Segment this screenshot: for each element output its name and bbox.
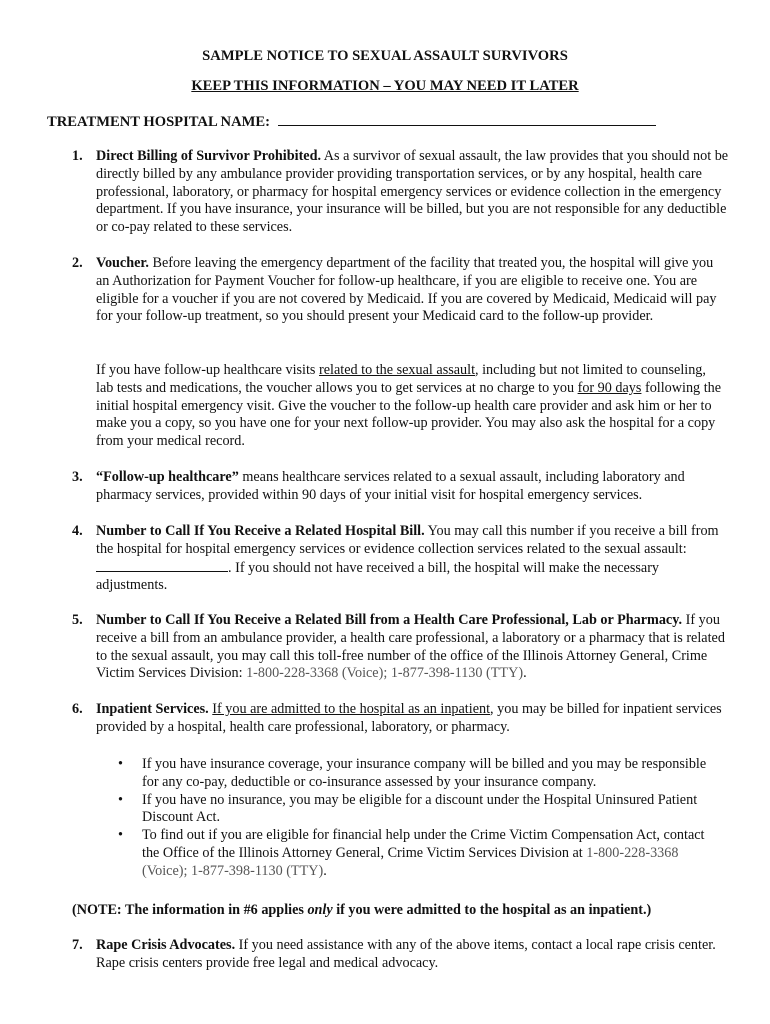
para-text: , including but not limited to counseling, lab tests and medications, the voucher allows you to get services at no charge to you <box>96 362 706 396</box>
underlined-text: for 90 days <box>577 379 642 396</box>
item-text: You may call this number if you receive a bill from the hospital for hospital emergency services or evidence collection services related to the sexual assault: <box>96 523 719 557</box>
item-body <box>96 148 730 237</box>
bullet-text: . <box>323 862 327 879</box>
voucher-paragraph-2 <box>96 362 726 451</box>
item-heading: “Follow-up healthcare” <box>96 469 239 485</box>
phone-numbers: 1-800-228-3368 (Voice); 1-877-398-1130 (TTY) <box>246 665 524 682</box>
item-number: 6. <box>72 701 83 717</box>
hospital-name-blank[interactable] <box>278 113 656 126</box>
bullet-item <box>118 756 718 792</box>
item-text: If you receive a bill from an ambulance provider, a health care professional, a laboratory or a pharmacy that is related to the sexual assault, you may call this toll-free number of the office of the Illinois Attorney General, Crime Victim Services Division: <box>96 612 725 682</box>
document-subtitle: KEEP THIS INFORMATION – YOU MAY NEED IT LATER <box>191 78 579 94</box>
item-text: If you need assistance with any of the above items, contact a local rape crisis center. Rape crisis centers provide free legal and medical advocacy. <box>96 937 716 971</box>
bullet-text: If you have no insurance, you may be eligible for a discount under the Hospital Uninsured Patient Discount Act. <box>142 791 698 826</box>
item-body <box>96 701 730 737</box>
bullet-glyph: • <box>118 827 123 844</box>
para-text: following the initial hospital emergency visit. Give the voucher to the follow-up health care provider and ask him or her to make you a copy, so you have one for your next follow-up provider. You may also ask the hospital for a copy from your medical record. <box>96 379 722 450</box>
note-text: if you were admitted to the hospital as an inpatient.) <box>332 902 652 918</box>
item-body <box>96 255 730 326</box>
bullet-glyph: • <box>118 756 123 772</box>
para-text: If you have follow-up healthcare visits <box>96 362 319 378</box>
document-title: SAMPLE NOTICE TO SEXUAL ASSAULT SURVIVORS <box>202 48 568 64</box>
item-number: 4. <box>72 523 83 539</box>
item-heading: Voucher. <box>96 255 149 271</box>
item-body <box>96 523 730 595</box>
item-text: , you may be billed for inpatient services provided by a hospital, health care professional, laboratory, or pharmacy. <box>96 701 722 735</box>
bullet-item <box>118 827 718 880</box>
inpatient-note <box>72 902 752 920</box>
hospital-name-label: TREATMENT HOSPITAL NAME: <box>47 114 270 130</box>
item-text: As a survivor of sexual assault, the law provides that you should not be directly billed by any ambulance provider providing transportation services, or by any hospital, health care professional, laboratory, or pharmacy for hospital emergency services or evidence collection in the emergency department. If you have insurance, your insurance will be billed, but you are not responsible for any deductible or co-pay related to these services. <box>96 148 729 236</box>
item-text: Before leaving the emergency department of the facility that treated you, the hospital will give you an Authorization for Payment Voucher for follow-up healthcare, if you are eligible to receive one. You are eligible for a voucher if you are not covered by Medicaid. If you are covered by Medicaid, Medicaid will pay for your follow-up treatment, so you should present your Medicaid card to the follow-up provider. <box>96 255 717 325</box>
item-body <box>96 612 730 683</box>
bullet-text: To find out if you are eligible for financial help under the Crime Victim Compensation Act, contact the Office of the Illinois Attorney General, Crime Victim Services Division at <box>142 827 705 861</box>
item-number: 1. <box>72 148 83 164</box>
bullet-item <box>118 792 718 828</box>
underlined-text: If you are admitted to the hospital as an inpatient <box>212 701 491 717</box>
item-number: 3. <box>72 469 83 485</box>
item-body <box>96 469 730 505</box>
item-heading: Number to Call If You Receive a Related Hospital Bill. <box>96 523 425 539</box>
bullet-glyph: • <box>118 791 123 808</box>
item-text: . <box>523 665 527 682</box>
item-number: 2. <box>72 255 83 271</box>
underlined-text: related to the sexual assault <box>319 362 476 378</box>
item-heading: Inpatient Services. <box>96 701 209 717</box>
phone-number-blank[interactable] <box>96 559 228 572</box>
inpatient-bullet-list <box>118 756 718 881</box>
item-heading: Number to Call If You Receive a Related Bill from a Health Care Professional, Lab or Pharmacy. <box>96 612 683 628</box>
item-text: . If you should not have received a bill, the hospital will make the necessary adjustments. <box>96 559 660 594</box>
item-text: means healthcare services related to a sexual assault, including laboratory and pharmacy services, provided within 90 days of your initial visit for hospital emergency services. <box>96 469 685 503</box>
note-text: (NOTE: The information in #6 applies <box>72 902 308 918</box>
hospital-name-line <box>47 113 656 131</box>
note-emphasis: only <box>307 902 333 918</box>
phone-numbers: 1-800-228-3368 (Voice); 1-877-398-1130 (TTY) <box>142 844 679 879</box>
item-body <box>96 937 730 973</box>
bullet-text: If you have insurance coverage, your insurance company will be billed and you may be responsible for any co-pay, deductible or co-insurance assessed by your insurance company. <box>142 756 707 790</box>
item-number: 5. <box>72 612 83 628</box>
item-number: 7. <box>72 937 83 953</box>
item-heading: Rape Crisis Advocates. <box>96 937 236 953</box>
item-heading: Direct Billing of Survivor Prohibited. <box>96 148 322 164</box>
